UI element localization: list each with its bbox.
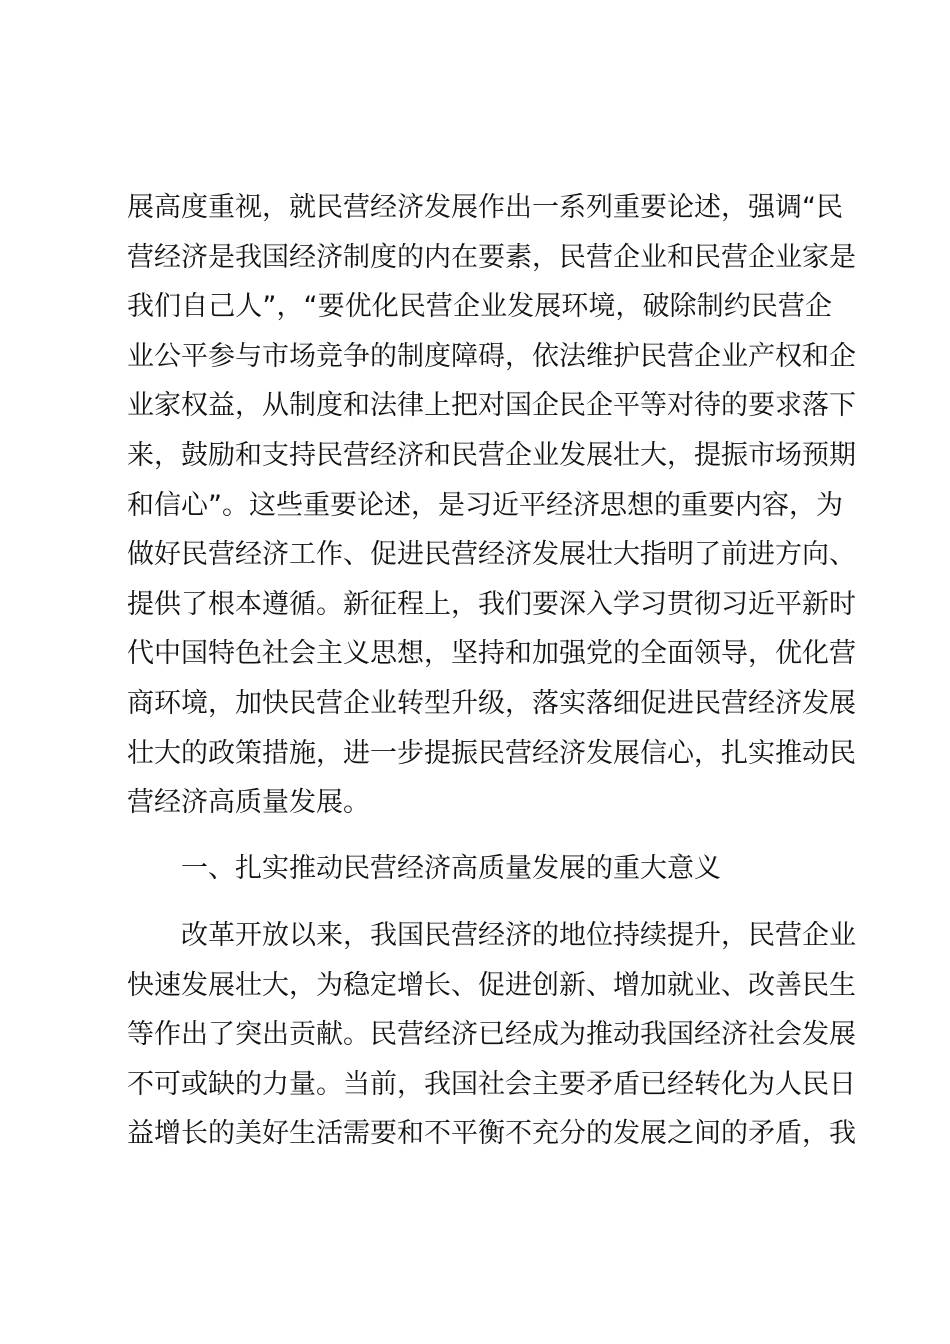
- paragraph-line: 营经济高质量发展。: [127, 787, 370, 819]
- paragraph-line: 和信心”。这些重要论述，是习近平经济思想的重要内容，为: [127, 489, 843, 521]
- paragraph-body: [127, 911, 856, 1159]
- paragraph-line: 等作出了突出贡献。民营经济已经成为推动我国经济社会发展: [127, 1019, 856, 1051]
- section-heading: 一、扎实推动民营经济高质量发展的重大意义: [181, 853, 721, 884]
- paragraph-line: 业家权益，从制度和法律上把对国企民企平等对待的要求落下: [127, 390, 856, 422]
- paragraph-line: 业公平参与市场竞争的制度障碍，依法维护民营企业产权和企: [127, 340, 856, 372]
- paragraph-line: 提供了根本遵循。新征程上，我们要深入学习贯彻习近平新时: [127, 588, 856, 620]
- paragraph-continuation: [127, 183, 856, 828]
- paragraph-line: 营经济是我国经济制度的内在要素，民营企业和民营企业家是: [127, 241, 856, 273]
- paragraph-line: 做好民营经济工作、促进民营经济发展壮大指明了前进方向、: [127, 539, 856, 571]
- paragraph-line: 商环境，加快民营企业转型升级，落实落细促进民营经济发展: [127, 687, 856, 719]
- paragraph-line: 来，鼓励和支持民营经济和民营企业发展壮大，提振市场预期: [127, 439, 856, 471]
- paragraph-line: 益增长的美好生活需要和不平衡不充分的发展之间的矛盾，我: [127, 1118, 856, 1150]
- paragraph-line: 快速发展壮大，为稳定增长、促进创新、增加就业、改善民生: [127, 969, 856, 1001]
- paragraph-line: 代中国特色社会主义思想，坚持和加强党的全面领导，优化营: [127, 638, 856, 670]
- paragraph-line: 不可或缺的力量。当前，我国社会主要矛盾已经转化为人民日: [127, 1068, 856, 1100]
- paragraph-line: 改革开放以来，我国民营经济的地位持续提升，民营企业: [181, 920, 856, 951]
- section-heading-block: [127, 844, 832, 894]
- paragraph-line: 展高度重视，就民营经济发展作出一系列重要论述，强调“民: [127, 192, 843, 223]
- paragraph-line: 我们自己人”，“要优化民营企业发展环境，破除制约民营企: [127, 291, 832, 323]
- paragraph-line: 壮大的政策措施，进一步提振民营经济发展信心，扎实推动民: [127, 737, 856, 769]
